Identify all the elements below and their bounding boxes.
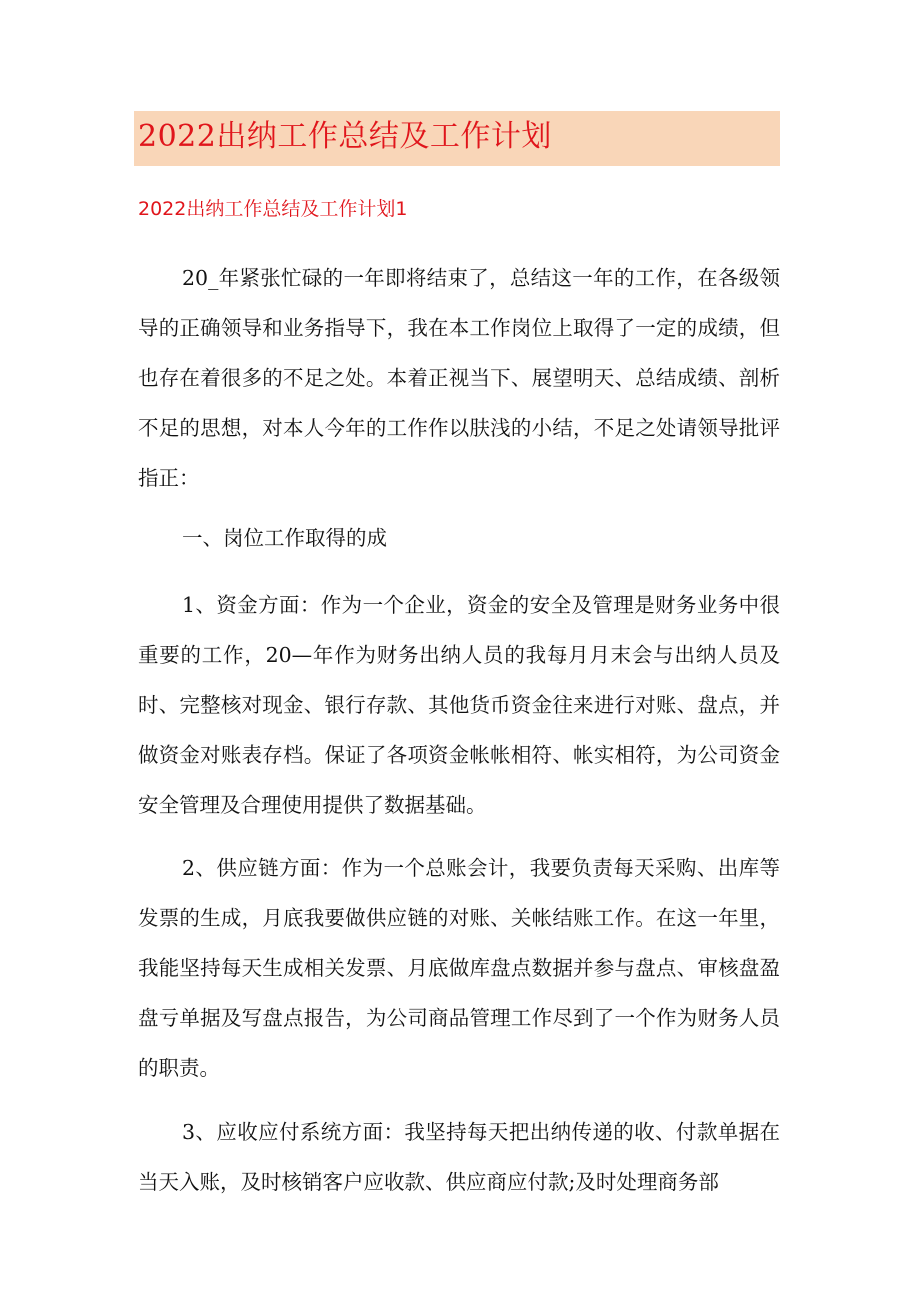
paragraph-subheading: 一、岗位工作取得的成 <box>182 526 387 550</box>
title-banner <box>134 111 780 166</box>
section-heading: 2022出纳工作总结及工作计划1 <box>138 198 408 220</box>
document-title: 2022出纳工作总结及工作计划 <box>138 119 552 154</box>
paragraph-intro: 20_年紧张忙碌的一年即将结束了，总结这一年的工作，在各级领导的正确领导和业务指导下，我在本工作岗位上取得了一定的成绩，但也存在着很多的不足之处。本着正视当下、展望明天、总结成绩、剖析不足的思想，对本人今年的工作作以肤浅的小结，不足之处请领导批评指正： <box>138 266 780 490</box>
paragraph-funds: 1、资金方面：作为一个企业，资金的安全及管理是财务业务中很重要的工作，20—年作为财务出纳人员的我每月月末会与出纳人员及时、完整核对现金、银行存款、其他货币资金往来进行对账、盘点，并做资金对账表存档。保证了各项资金帐帐相符、帐实相符，为公司资金安全管理及合理使用提供了数据基础。 <box>138 593 780 817</box>
paragraph-supply-chain: 2、供应链方面：作为一个总账会计，我要负责每天采购、出库等发票的生成，月底我要做供应链的对账、关帐结账工作。在这一年里，我能坚持每天生成相关发票、月底做库盘点数据并参与盘点、审核盘盈盘亏单据及写盘点报告，为公司商品管理工作尽到了一个作为财务人员的职责。 <box>138 856 780 1080</box>
paragraph-receivables: 3、应收应付系统方面：我坚持每天把出纳传递的收、付款单据在当天入账，及时核销客户应收款、供应商应付款;及时处理商务部 <box>138 1120 780 1194</box>
